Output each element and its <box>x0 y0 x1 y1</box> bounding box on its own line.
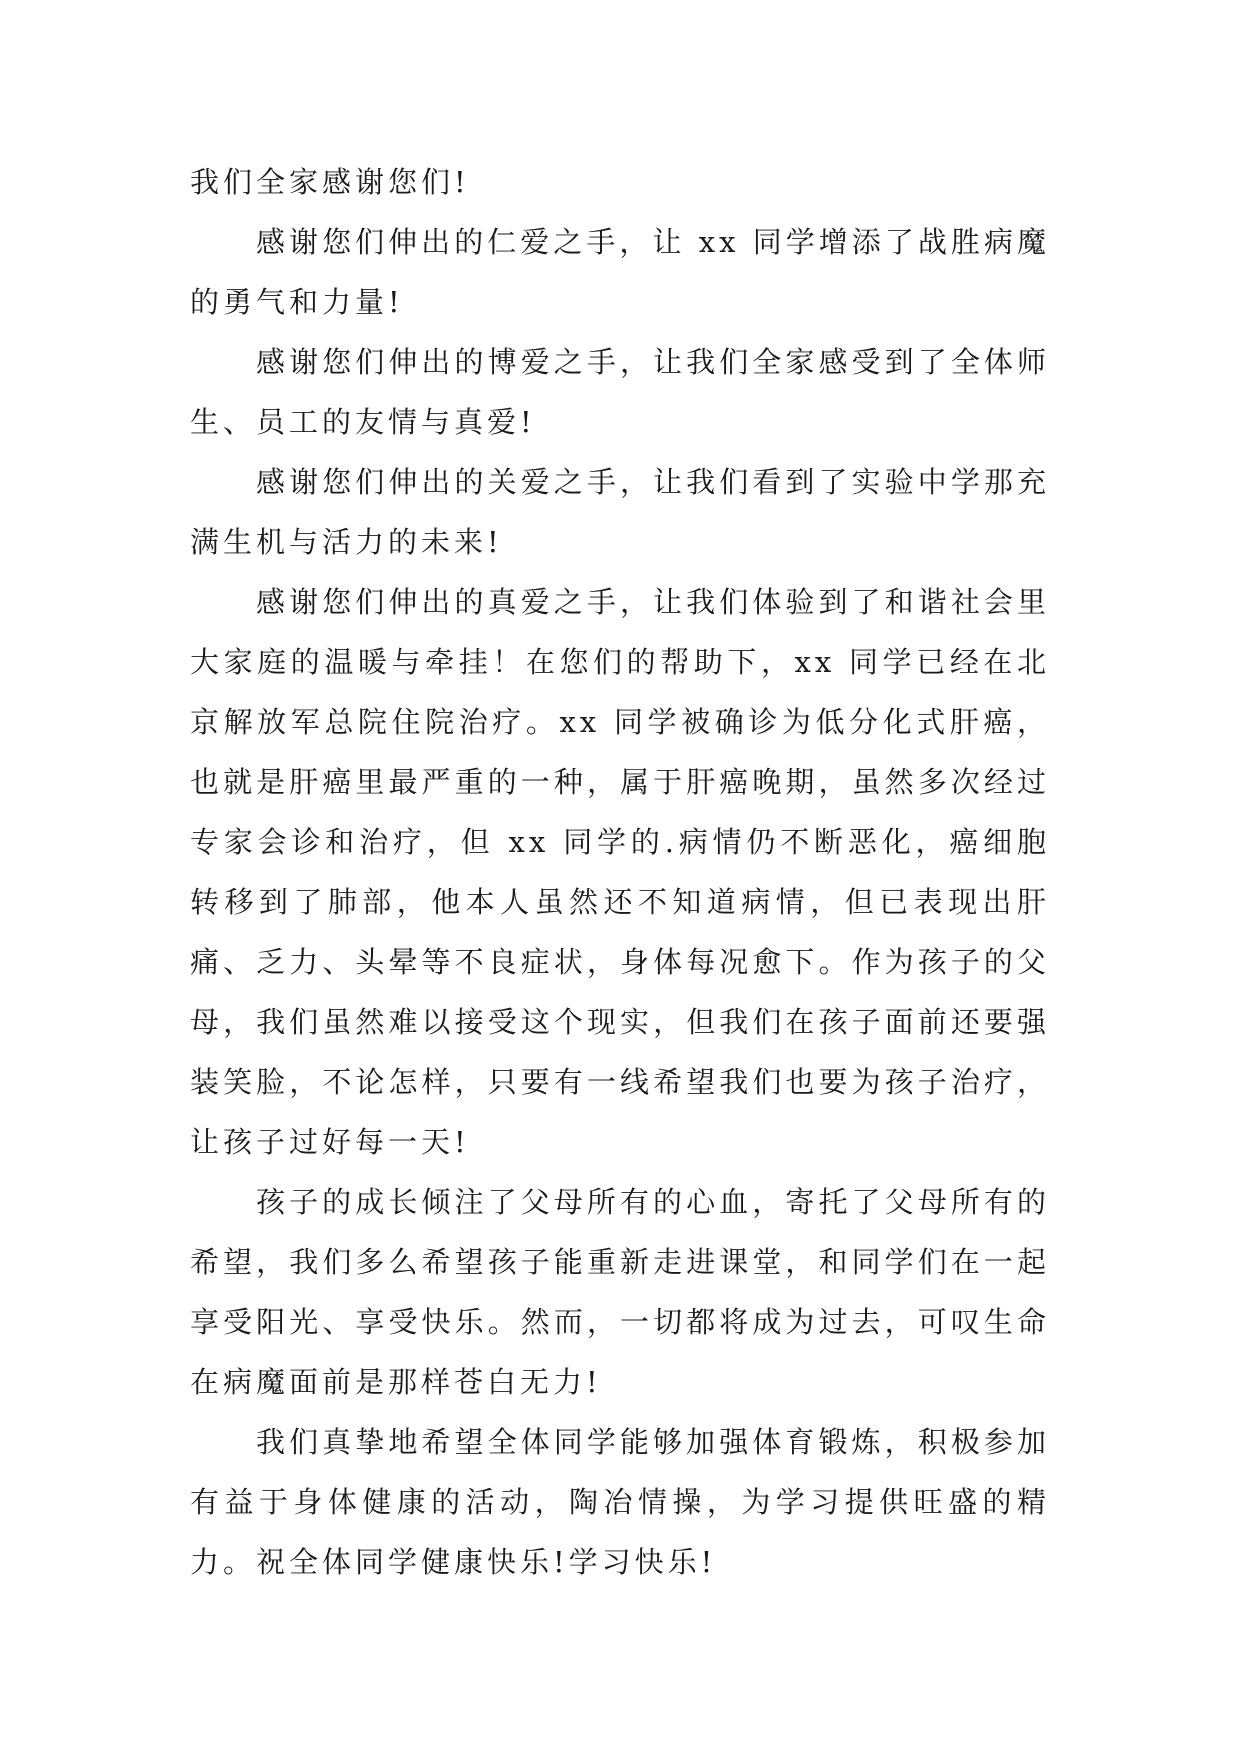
paragraph-2: 感谢您们伸出的仁爱之手，让 xx 同学增添了战胜病魔的勇气和力量! <box>190 225 1050 319</box>
document-body <box>190 152 1050 1592</box>
paragraph-7: 我们真挚地希望全体同学能够加强体育锻炼，积极参加有益于身体健康的活动，陶冶情操，为学习提供旺盛的精力。祝全体同学健康快乐!学习快乐! <box>190 1425 1050 1579</box>
paragraph-1: 我们全家感谢您们! <box>190 165 470 199</box>
paragraph-6: 孩子的成长倾注了父母所有的心血，寄托了父母所有的希望，我们多么希望孩子能重新走进课堂，和同学们在一起享受阳光、享受快乐。然而，一切都将成为过去，可叹生命在病魔面前是那样苍白无力! <box>190 1185 1050 1399</box>
paragraph-4: 感谢您们伸出的关爱之手，让我们看到了实验中学那充满生机与活力的未来! <box>190 465 1050 559</box>
paragraph-5: 感谢您们伸出的真爱之手，让我们体验到了和谐社会里大家庭的温暖与牵挂！在您们的帮助下，xx 同学已经在北京解放军总院住院治疗。xx 同学被确诊为低分化式肝癌，也就是肝癌里最严重的一种，属于肝癌晚期，虽然多次经过专家会诊和治疗，但 xx 同学的.病情仍不断恶化，癌细胞转移到了肺部，他本人虽然还不知道病情，但已表现出肝痛、乏力、头晕等不良症状，身体每况愈下。作为孩子的父母，我们虽然难以接受这个现实，但我们在孩子面前还要强装笑脸，不论怎样，只要有一线希望我们也要为孩子治疗，让孩子过好每一天! <box>190 585 1050 1159</box>
paragraph-3: 感谢您们伸出的博爱之手，让我们全家感受到了全体师生、员工的友情与真爱! <box>190 345 1050 439</box>
